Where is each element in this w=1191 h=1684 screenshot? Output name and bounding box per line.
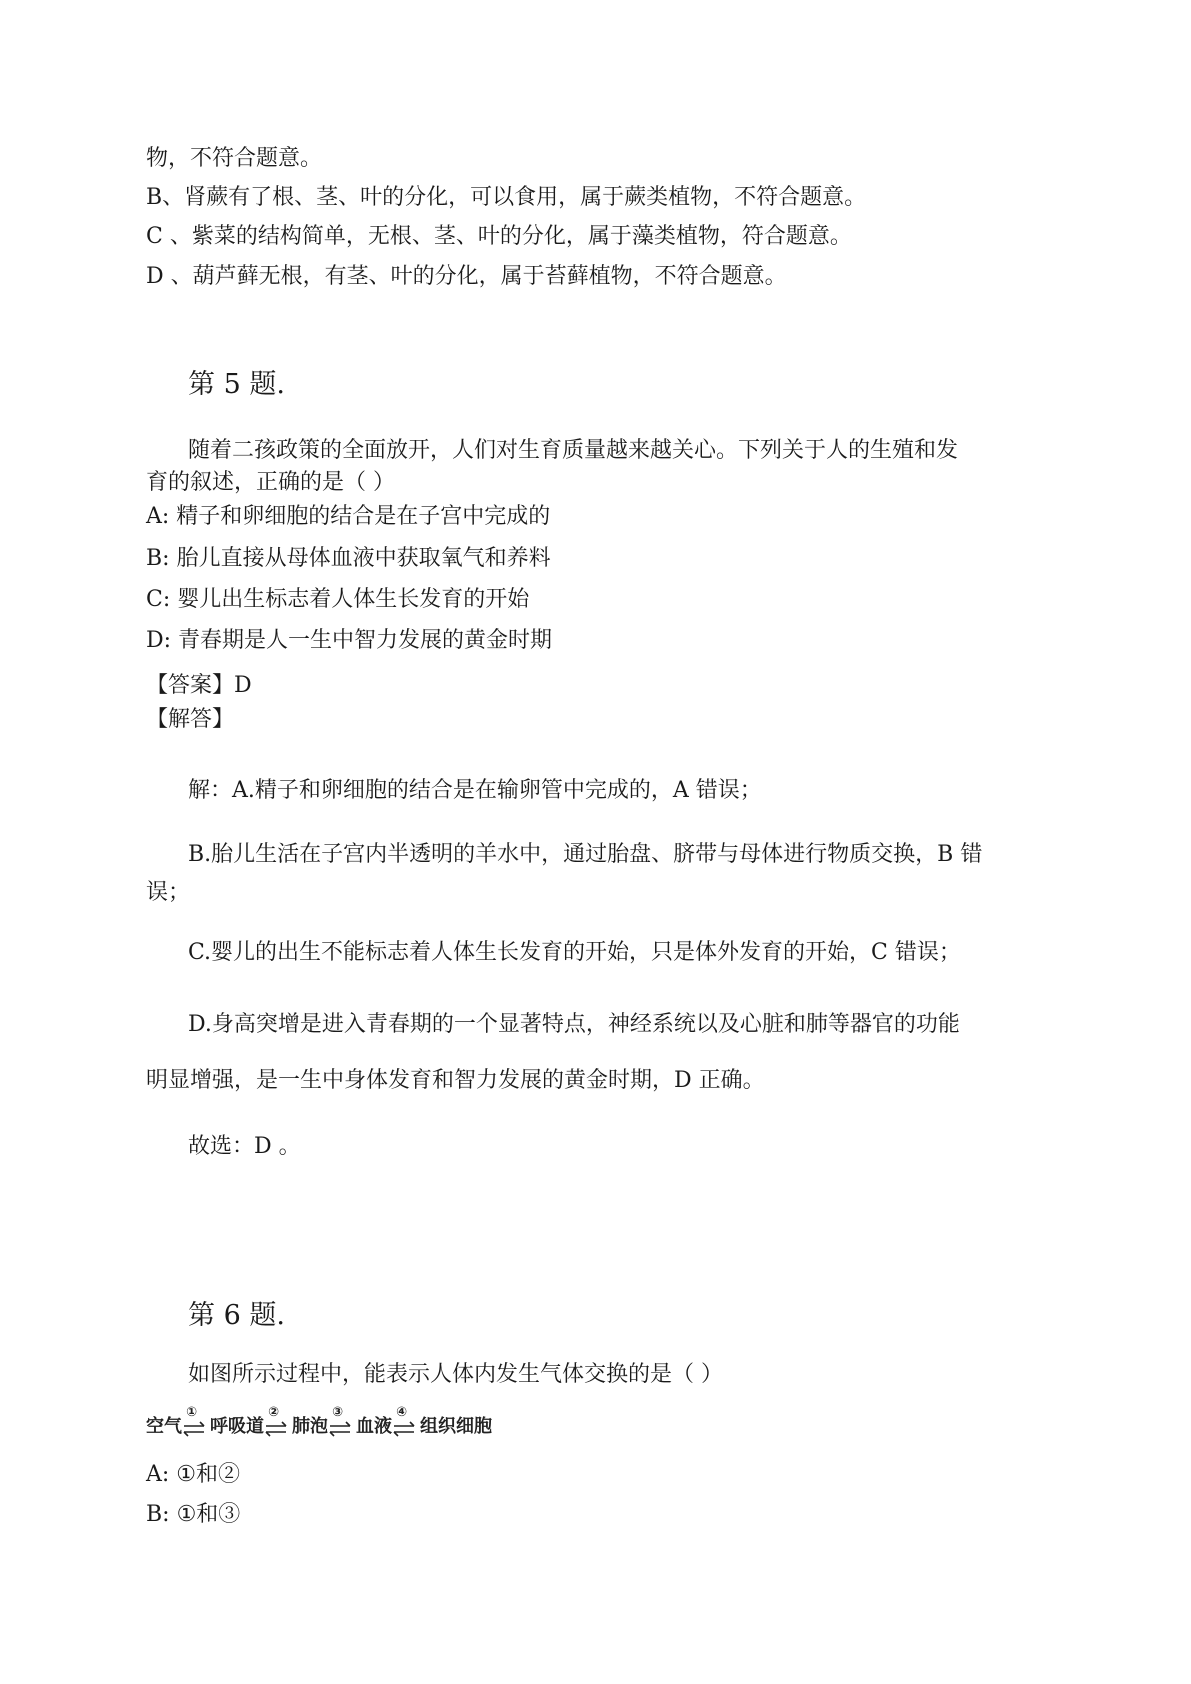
question-5-title: 第 5 题. — [188, 369, 285, 400]
question-6-title: 第 6 题. — [188, 1300, 285, 1331]
diagram-node: 空气 — [146, 1416, 182, 1437]
explanation-d: D.身高突增是进入青春期的一个显著特点，神经系统以及心脏和肺等器官的功能 — [188, 1012, 960, 1037]
explanation-b-cont: 误； — [146, 880, 191, 905]
diagram-step: ② — [268, 1405, 280, 1420]
gas-exchange-diagram — [146, 1402, 526, 1444]
double-arrow-icon — [184, 1422, 204, 1436]
explanation-c: C.婴儿的出生不能标志着人体生长发育的开始，只是体外发育的开始，C 错误； — [188, 940, 961, 965]
option-d: D 、葫芦藓无根，有茎、叶的分化，属于苔藓植物，不符合题意。 — [146, 264, 787, 289]
analysis-label: 【解答】 — [146, 707, 235, 732]
explanation-d-cont: 明显增强，是一生中身体发育和智力发展的黄金时期，D 正确。 — [146, 1068, 765, 1093]
diagram-node: 肺泡 — [292, 1416, 328, 1437]
conclusion: 故选：D 。 — [188, 1134, 301, 1159]
double-arrow-icon — [266, 1422, 286, 1436]
question-5-stem: 随着二孩政策的全面放开，人们对生育质量越来越关心。下列关于人的生殖和发 — [188, 438, 959, 463]
option-d: D: 青春期是人一生中智力发展的黄金时期 — [146, 628, 553, 653]
question-6-stem: 如图所示过程中，能表示人体内发生气体交换的是（ ） — [188, 1362, 723, 1387]
option-c: C: 婴儿出生标志着人体生长发育的开始 — [146, 587, 530, 612]
diagram-step: ① — [186, 1405, 198, 1420]
double-arrow-icon — [330, 1422, 350, 1436]
diagram-node: 呼吸道 — [210, 1416, 264, 1437]
explanation-b: B.胎儿生活在子宫内半透明的羊水中，通过胎盘、脐带与母体进行物质交换，B 错 — [188, 842, 983, 867]
double-arrow-icon — [394, 1422, 414, 1436]
diagram-node: 血液 — [356, 1416, 392, 1437]
option-a: A: ①和② — [146, 1462, 241, 1487]
option-b: B: 胎儿直接从母体血液中获取氧气和养料 — [146, 546, 551, 571]
option-c: C 、紫菜的结构简单，无根、茎、叶的分化，属于藻类植物，符合题意。 — [146, 224, 852, 249]
text-line: 物，不符合题意。 — [146, 146, 323, 171]
diagram-step: ④ — [396, 1405, 408, 1420]
option-b: B: ①和③ — [146, 1502, 241, 1527]
answer-line: 【答案】D — [146, 673, 252, 698]
diagram-node: 组织细胞 — [420, 1416, 492, 1437]
option-a: A: 精子和卵细胞的结合是在子宫中完成的 — [146, 504, 551, 529]
explanation-a: 解：A.精子和卵细胞的结合是在输卵管中完成的，A 错误； — [188, 778, 762, 803]
option-b: B、肾蕨有了根、茎、叶的分化，可以食用，属于蕨类植物，不符合题意。 — [146, 185, 867, 210]
diagram-step: ③ — [332, 1405, 344, 1420]
question-5-stem-cont: 育的叙述，正确的是（ ） — [146, 470, 395, 495]
